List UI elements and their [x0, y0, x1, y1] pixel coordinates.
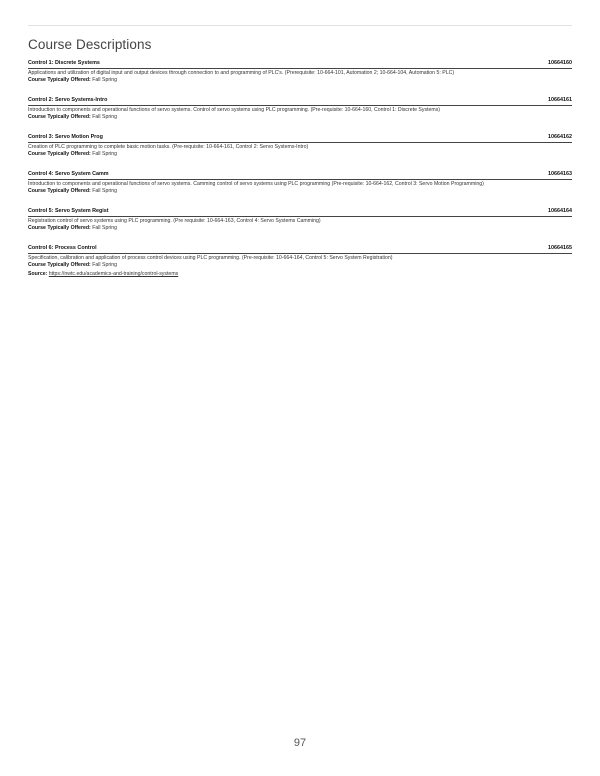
course-code: 10664161: [548, 97, 572, 103]
offered-value: Fall Spring: [92, 114, 117, 120]
course-offered: [28, 188, 572, 195]
course-description: Specification, calibration and application of process control devices using PLC programming. (Pre-requisite: 10-664-164, Control 5: Servo System Registration): [28, 255, 393, 261]
top-divider: [28, 25, 572, 26]
course-description: Creation of PLC programming to complete basic motion tasks. (Pre-requisite: 10-664-161, Control 2: Servo Systems-Intro): [28, 144, 309, 150]
offered-label: Course Typically Offered:: [28, 225, 91, 231]
course-header: [28, 97, 572, 106]
course-code: 10664163: [548, 171, 572, 177]
offered-label: Course Typically Offered:: [28, 188, 91, 194]
offered-value: Fall Spring: [92, 225, 117, 231]
course-description: Introduction to components and operational functions of servo systems. Control of servo systems using PLC programming. (Pre-requisite: 10-664-160, Control 1: Discrete Systems): [28, 107, 441, 113]
course-code: 10664162: [548, 134, 572, 140]
course-header: [28, 60, 572, 69]
course-offered: [28, 262, 572, 269]
course-title: Control 4: Servo System Camm: [28, 171, 109, 177]
course-description: Introduction to components and operational functions of servo systems. Camming control of servo systems using PLC programming (Pre-requisite: 10-664-162, Control 3: Servo Motion Programming): [28, 181, 484, 187]
course-offered: [28, 77, 572, 84]
offered-label: Course Typically Offered:: [28, 151, 91, 157]
course-entry: [28, 134, 572, 158]
course-entry: [28, 97, 572, 121]
course-title: Control 6: Process Control: [28, 245, 97, 251]
offered-label: Course Typically Offered:: [28, 262, 91, 268]
course-code: 10664164: [548, 208, 572, 214]
course-header: [28, 245, 572, 254]
page-number: 97: [293, 737, 307, 749]
course-entry: [28, 245, 572, 269]
offered-value: Fall Spring: [92, 151, 117, 157]
course-list: [28, 60, 572, 282]
course-header: [28, 134, 572, 143]
course-entry: [28, 60, 572, 84]
source-label: Source:: [28, 271, 48, 277]
course-entry: [28, 171, 572, 195]
course-title: Control 2: Servo Systems-Intro: [28, 97, 108, 103]
course-code: 10664165: [548, 245, 572, 251]
course-header: [28, 171, 572, 180]
offered-value: Fall Spring: [92, 77, 117, 83]
course-description: Applications and utilization of digital input and output devices through connection to and programming of PLC's. (Prerequisite: 10-664-101, Automation 2; 10-664-104, Automation 5: PLC): [28, 70, 455, 76]
course-title: Control 1: Discrete Systems: [28, 60, 100, 66]
source-line: [28, 271, 178, 277]
source-link[interactable]: https://nwtc.edu/academics-and-training/control-systems: [48, 271, 179, 277]
course-title: Control 3: Servo Motion Prog: [28, 134, 103, 140]
course-description: Registration control of servo systems using PLC programming. (Pre requisite: 10-664-163, Control 4: Servo Systems Camming): [28, 218, 321, 224]
offered-value: Fall Spring: [92, 262, 117, 268]
course-offered: [28, 114, 572, 121]
course-entry: [28, 208, 572, 232]
course-code: 10664160: [548, 60, 572, 66]
course-title: Control 5: Servo System Regist: [28, 208, 109, 214]
course-offered: [28, 151, 572, 158]
offered-label: Course Typically Offered:: [28, 114, 91, 120]
offered-label: Course Typically Offered:: [28, 77, 91, 83]
course-offered: [28, 225, 572, 232]
offered-value: Fall Spring: [92, 188, 117, 194]
course-header: [28, 208, 572, 217]
section-title: Course Descriptions: [28, 37, 152, 52]
